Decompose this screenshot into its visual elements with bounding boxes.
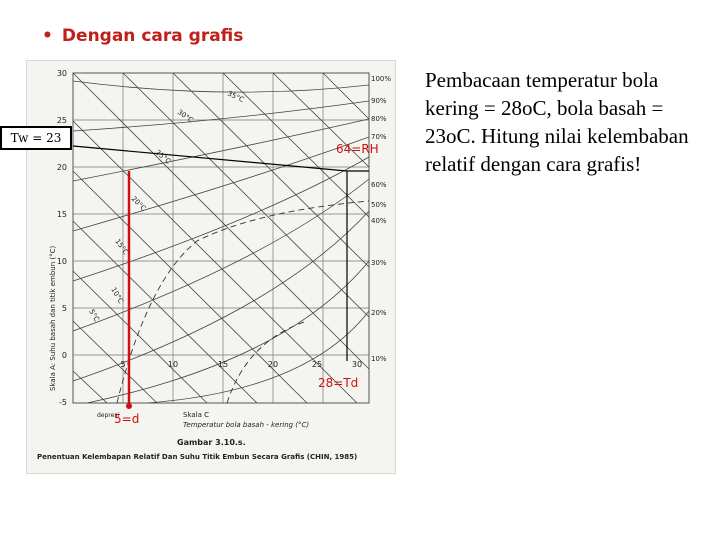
psychrometric-chart-figure xyxy=(26,60,396,474)
curve-label: 10°C xyxy=(109,286,125,305)
diagonal-lines xyxy=(73,73,369,403)
x-tick: 30 xyxy=(351,360,363,369)
d-annotation: 5=d xyxy=(114,412,140,426)
rh-tick: 70% xyxy=(371,133,387,141)
y-tick: 5 xyxy=(61,304,67,313)
rh-tick: 40% xyxy=(371,217,387,225)
rh-tick: 30% xyxy=(371,259,387,267)
depression-label: depresi xyxy=(97,412,120,419)
x-axis-title-line1: Skala C xyxy=(183,411,210,419)
x-tick: 10 xyxy=(167,360,179,369)
rh-tick: 100% xyxy=(371,75,392,83)
y-axis-title: Skala A: Suhu basah dan titik embun (°C) xyxy=(49,245,57,391)
x-tick: 5 xyxy=(120,360,126,369)
y-tick: 15 xyxy=(56,210,67,219)
x-tick-labels xyxy=(120,360,362,369)
rh-tick: 10% xyxy=(371,355,387,363)
chart-frame xyxy=(73,73,369,403)
x-tick: 20 xyxy=(267,360,279,369)
problem-description: Pembacaan temperatur bola kering = 28oC, bola basah = 23oC. Hitung nilai kelembaban relatif dengan cara grafis! xyxy=(425,68,689,176)
td-annotation: 28=Td xyxy=(318,376,359,390)
slide-title xyxy=(42,26,243,46)
y-tick: 0 xyxy=(61,351,67,360)
x-tick: 25 xyxy=(311,360,323,369)
chart-svg xyxy=(27,61,395,473)
curve-label: 15°C xyxy=(113,237,130,257)
curve-labels xyxy=(87,90,245,324)
rh-tick: 20% xyxy=(371,309,387,317)
figure-caption: Penentuan Kelembapan Relatif Dan Suhu Titik Embun Secara Grafis (CHIN, 1985) xyxy=(37,453,358,461)
figure-number: Gambar 3.10.s. xyxy=(177,438,246,447)
rh-tick: 60% xyxy=(371,181,387,189)
curve-label: 25°C xyxy=(153,148,173,166)
y-tick: 10 xyxy=(56,257,67,266)
rh-tick: 90% xyxy=(371,97,387,105)
depression-marker-dot xyxy=(126,403,132,409)
curve-label: 5°C xyxy=(87,308,101,324)
slide-title-text: Dengan cara grafis xyxy=(61,26,244,46)
tw-annotation-box: Tw = 23 xyxy=(0,126,72,150)
horizontal-gridlines xyxy=(73,120,369,355)
curve-label: 30°C xyxy=(175,108,195,125)
rh-annotation: 64=RH xyxy=(336,142,379,156)
rh-tick-labels xyxy=(371,75,391,363)
rh-tick: 80% xyxy=(371,115,387,123)
bullet-icon: • xyxy=(42,26,53,46)
y-tick: 20 xyxy=(56,163,67,172)
x-axis-title-line2: Temperatur bola basah - kering (°C) xyxy=(183,421,310,429)
y-tick: -5 xyxy=(59,398,67,407)
curve-label: 20°C xyxy=(129,194,148,213)
curve-label: 35°C xyxy=(226,89,246,105)
rh-tick: 50% xyxy=(371,201,387,209)
x-tick: 15 xyxy=(217,360,229,369)
y-tick: 25 xyxy=(56,116,67,125)
y-tick-labels xyxy=(57,69,67,407)
y-tick: 30 xyxy=(56,69,67,78)
